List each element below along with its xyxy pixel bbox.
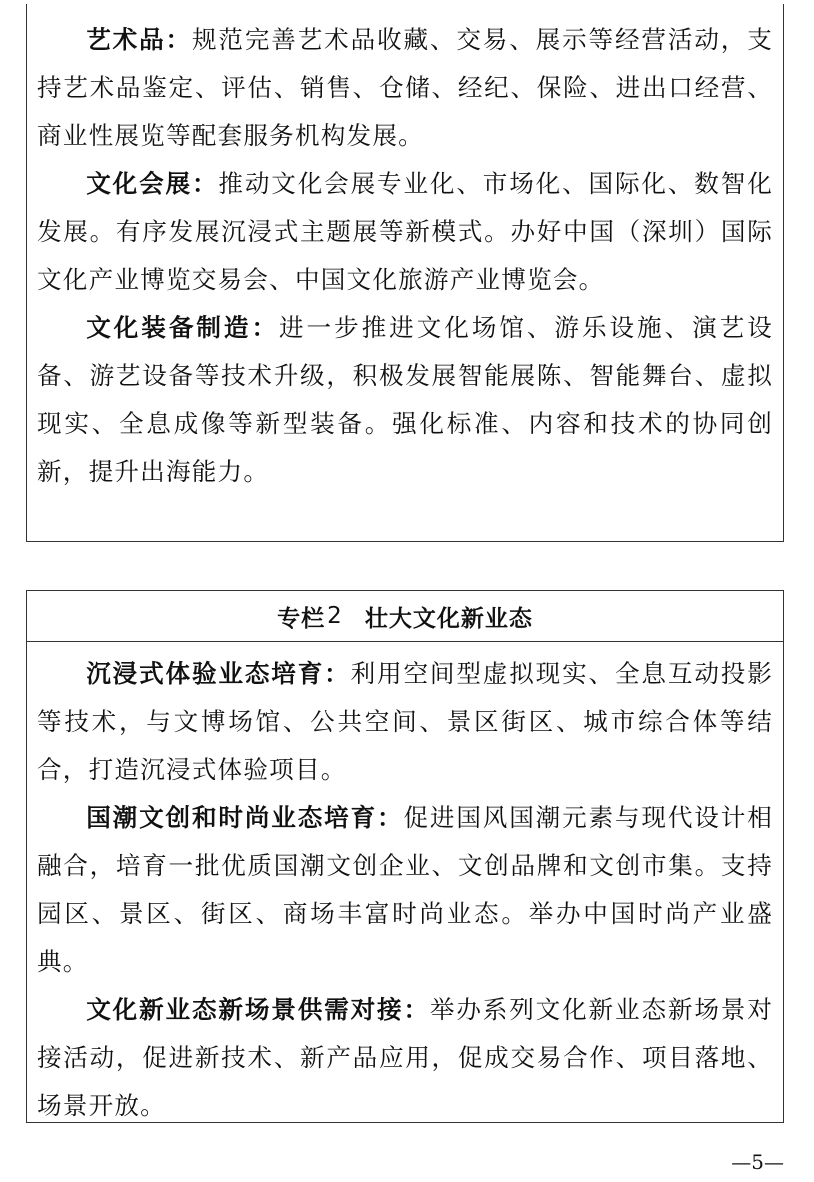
- column-title-number: 2: [327, 603, 343, 629]
- paragraph-immersive: [37, 650, 773, 794]
- paragraph-lead: 国潮文创和时尚业态培育：: [86, 803, 404, 832]
- paragraph-lead: 沉浸式体验业态培育：: [86, 659, 351, 688]
- paragraph-guochao: [37, 794, 773, 986]
- paragraph-matching: [37, 986, 773, 1130]
- paragraph-text: 规范完善艺术品收藏、交易、展示等经营活动，支持艺术品鉴定、评估、销售、仓储、经纪、保险、进出口经营、商业性展览等配套服务机构发展。: [37, 25, 773, 150]
- column-title: [27, 591, 783, 642]
- paragraph-art: [37, 16, 773, 160]
- column-title-text: 壮大文化新业态: [364, 605, 533, 632]
- paragraph-text: 举办系列文化新业态新场景对接活动，促进新技术、新产品应用，促成交易合作、项目落地、场景开放。: [37, 995, 773, 1120]
- column-box-2-body: [27, 642, 783, 1130]
- paragraph-equipment: [37, 304, 773, 496]
- column-title-prefix: 专栏: [277, 605, 326, 632]
- paragraph-lead: 文化会展：: [86, 169, 219, 198]
- page-number: —5—: [731, 1150, 784, 1174]
- column-box-1: [26, 4, 784, 542]
- paragraph-text: 利用空间型虚拟现实、全息互动投影等技术，与文博场馆、公共空间、景区街区、城市综合体等结合，打造沉浸式体验项目。: [37, 659, 773, 784]
- paragraph-lead: 文化新业态新场景供需对接：: [86, 995, 430, 1024]
- paragraph-text: 进一步推进文化场馆、游乐设施、演艺设备、游艺设备等技术升级，积极发展智能展陈、智能舞台、虚拟现实、全息成像等新型装备。强化标准、内容和技术的协同创新，提升出海能力。: [37, 313, 773, 486]
- column-box-2: [26, 590, 784, 1123]
- paragraph-text: 促进国风国潮元素与现代设计相融合，培育一批优质国潮文创企业、文创品牌和文创市集。支持园区、景区、街区、商场丰富时尚业态。举办中国时尚产业盛典。: [37, 803, 773, 976]
- paragraph-text: 推动文化会展专业化、市场化、国际化、数智化发展。有序发展沉浸式主题展等新模式。办好中国（深圳）国际文化产业博览交易会、中国文化旅游产业博览会。: [37, 169, 773, 294]
- paragraph-lead: 艺术品：: [86, 25, 192, 54]
- paragraph-lead: 文化装备制造：: [86, 313, 279, 342]
- column-box-1-body: [27, 4, 783, 496]
- paragraph-exhibition: [37, 160, 773, 304]
